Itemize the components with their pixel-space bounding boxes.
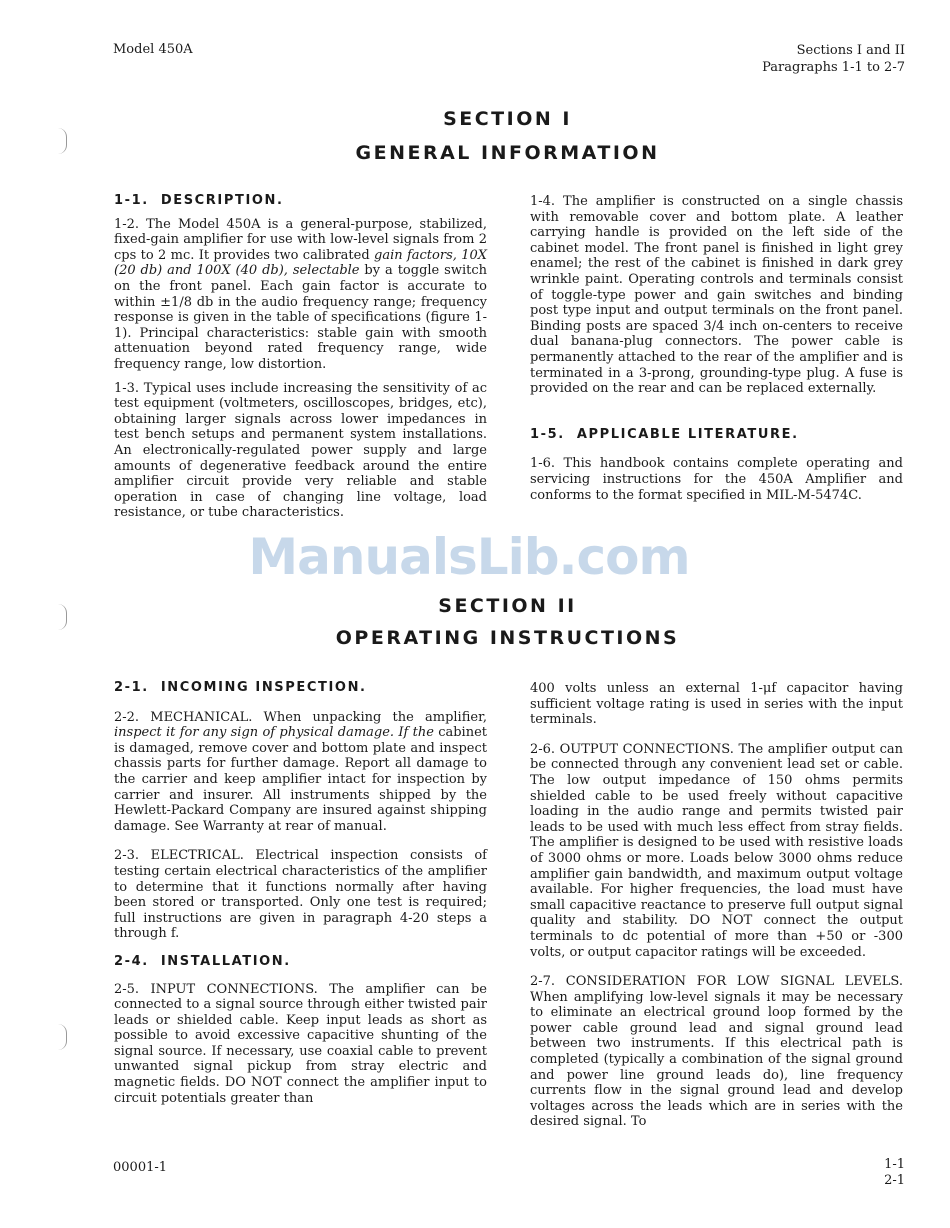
paragraph-2-5-continued: 400 volts unless an external 1-μf capacitor having sufficient voltage rating is used in series with the input terminals.	[530, 681, 903, 728]
section-2-right-column	[530, 681, 903, 1138]
paragraph-1-6: 1-6. This handbook contains complete operating and servicing instructions for the 450A Amplifier and conforms to the format specified in MIL-M-5474C.	[530, 456, 903, 503]
footer-page-2-1: 2-1	[884, 1173, 905, 1188]
paragraph-2-6: 2-6. OUTPUT CONNECTIONS. The amplifier output can be connected through any convenient lead set or cable. The low output impedance of 150 ohms permits shielded cable to be used freely without capacitive loading in the audio range and permits twisted pair leads to be used with much less effect from stray fields. The amplifier is designed to be used with resistive loads of 3000 ohms or more. Loads below 3000 ohms reduce amplifier gain bandwidth, and maximum output voltage available. For higher frequencies, the load must have small capacitive reactance to preserve full output signal quality and stability. DO NOT connect the output terminals to dc potential of more than +50 or -300 volts, or output capacitor ratings will be exceeded.	[530, 741, 903, 960]
paragraph-1-3: 1-3. Typical uses include increasing the sensitivity of ac test equipment (voltmeters, oscilloscopes, bridges, etc), obtaining larger signals across lower impedances in test bench setups and permanent system installations. An electronically-regulated power supply and large amounts of degenerative feedback around the entire amplifier circuit provide very reliable and stable operation in case of changing line voltage, load resistance, or tube characteristics.	[114, 380, 487, 521]
section-1-left-column	[114, 193, 487, 529]
paragraph-heading-1-5: 1-5. APPLICABLE LITERATURE.	[530, 426, 799, 442]
paragraph-heading-2-4: 2-4. INSTALLATION.	[114, 953, 291, 969]
section-1-title: SECTION I	[443, 108, 572, 130]
footer-page-1-1: 1-1	[884, 1157, 905, 1172]
header-sections	[762, 42, 905, 76]
section-1-right-column	[530, 194, 903, 511]
header-sections-line: Sections I and II	[796, 43, 905, 58]
paragraph-2-3: 2-3. ELECTRICAL. Electrical inspection consists of testing certain electrical characteristics of the amplifier to determine that it functions normally after having been stored or transported. Only one test is required; full instructions are given in paragraph 4-20 steps a through f.	[114, 848, 487, 942]
paragraph-2-7: 2-7. CONSIDERATION FOR LOW SIGNAL LEVELS. When amplifying low-level signals it may be necessary to eliminate an electrical ground loop formed by the power cable ground lead and signal ground lead between two instruments. If this electrical path is completed (typically a combination of the signal ground and power line ground leads do), line frequency currents flow in the signal ground lead and develop voltages across the leads which are in series with the desired signal. To	[530, 974, 903, 1130]
paragraph-2-2: 2-2. MECHANICAL. When unpacking the amplifier, inspect it for any sign of physical damage. If the cabinet is damaged, remove cover and bottom plate and inspect chassis parts for further damage. Report all damage to the carrier and keep amplifier intact for inspection by carrier and insurer. All instruments shipped by the Hewlett-Packard Company are insured against shipping damage. See Warranty at rear of manual.	[114, 709, 487, 834]
section-2-left-column	[114, 680, 487, 1114]
footer-document-code: 00001-1	[113, 1160, 168, 1175]
paragraph-heading-2-1: 2-1. INCOMING INSPECTION.	[114, 680, 367, 695]
paragraph-1-2: 1-2. The Model 450A is a general-purpose, stabilized, fixed-gain amplifier for use with low-level signals from 2 cps to 2 mc. It provides two calibrated gain factors, 10X (20 db) and 100X (40 db), selectable by a toggle switch on the front panel. Each gain factor is accurate to within ±1/8 db in the audio frequency range; frequency response is given in the table of specifications (figure 1-1). Principal characteristics: stable gain with smooth attenuation beyond rated frequency range, wide frequency range, low distortion.	[114, 216, 488, 372]
paragraph-1-4: 1-4. The amplifier is constructed on a single chassis with removable cover and bottom plate. A leather carrying handle is provided on the left side of the cabinet model. The front panel is finished in light grey enamel; the rest of the cabinet is finished in dark grey wrinkle paint. Operating controls and terminals consist of toggle-type power and gain switches and binding post type input and output terminals on the front panel. Binding posts are spaced 3/4 inch on-centers to receive dual banana-plug connectors. The power cable is permanently attached to the rear of the amplifier and is terminated in a 3-prong, grounding-type plug. A fuse is provided on the rear and can be replaced externally.	[530, 194, 903, 397]
footer-page-numbers	[884, 1157, 905, 1189]
paragraph-2-5: 2-5. INPUT CONNECTIONS. The amplifier can be connected to a signal source through either twisted pair leads or shielded cable. Keep input leads as short as possible to avoid excessive capacitive shunting of the signal source. If necessary, use coaxial cable to prevent unwanted signal pickup from stray electric and magnetic fields. DO NOT connect the amplifier input to circuit potentials greater than	[114, 981, 487, 1106]
section-1-subtitle: GENERAL INFORMATION	[355, 142, 660, 164]
section-2-title: SECTION II	[438, 595, 577, 617]
section-2-subtitle: OPERATING INSTRUCTIONS	[335, 627, 680, 649]
header-model: Model 450A	[113, 42, 193, 57]
binder-hole-mark	[58, 1024, 67, 1050]
header-paragraphs-line: Paragraphs 1-1 to 2-7	[762, 60, 905, 75]
paragraph-heading-1-1: 1-1. DESCRIPTION.	[114, 193, 284, 208]
watermark-logo: ManualsLib.com	[248, 528, 690, 586]
